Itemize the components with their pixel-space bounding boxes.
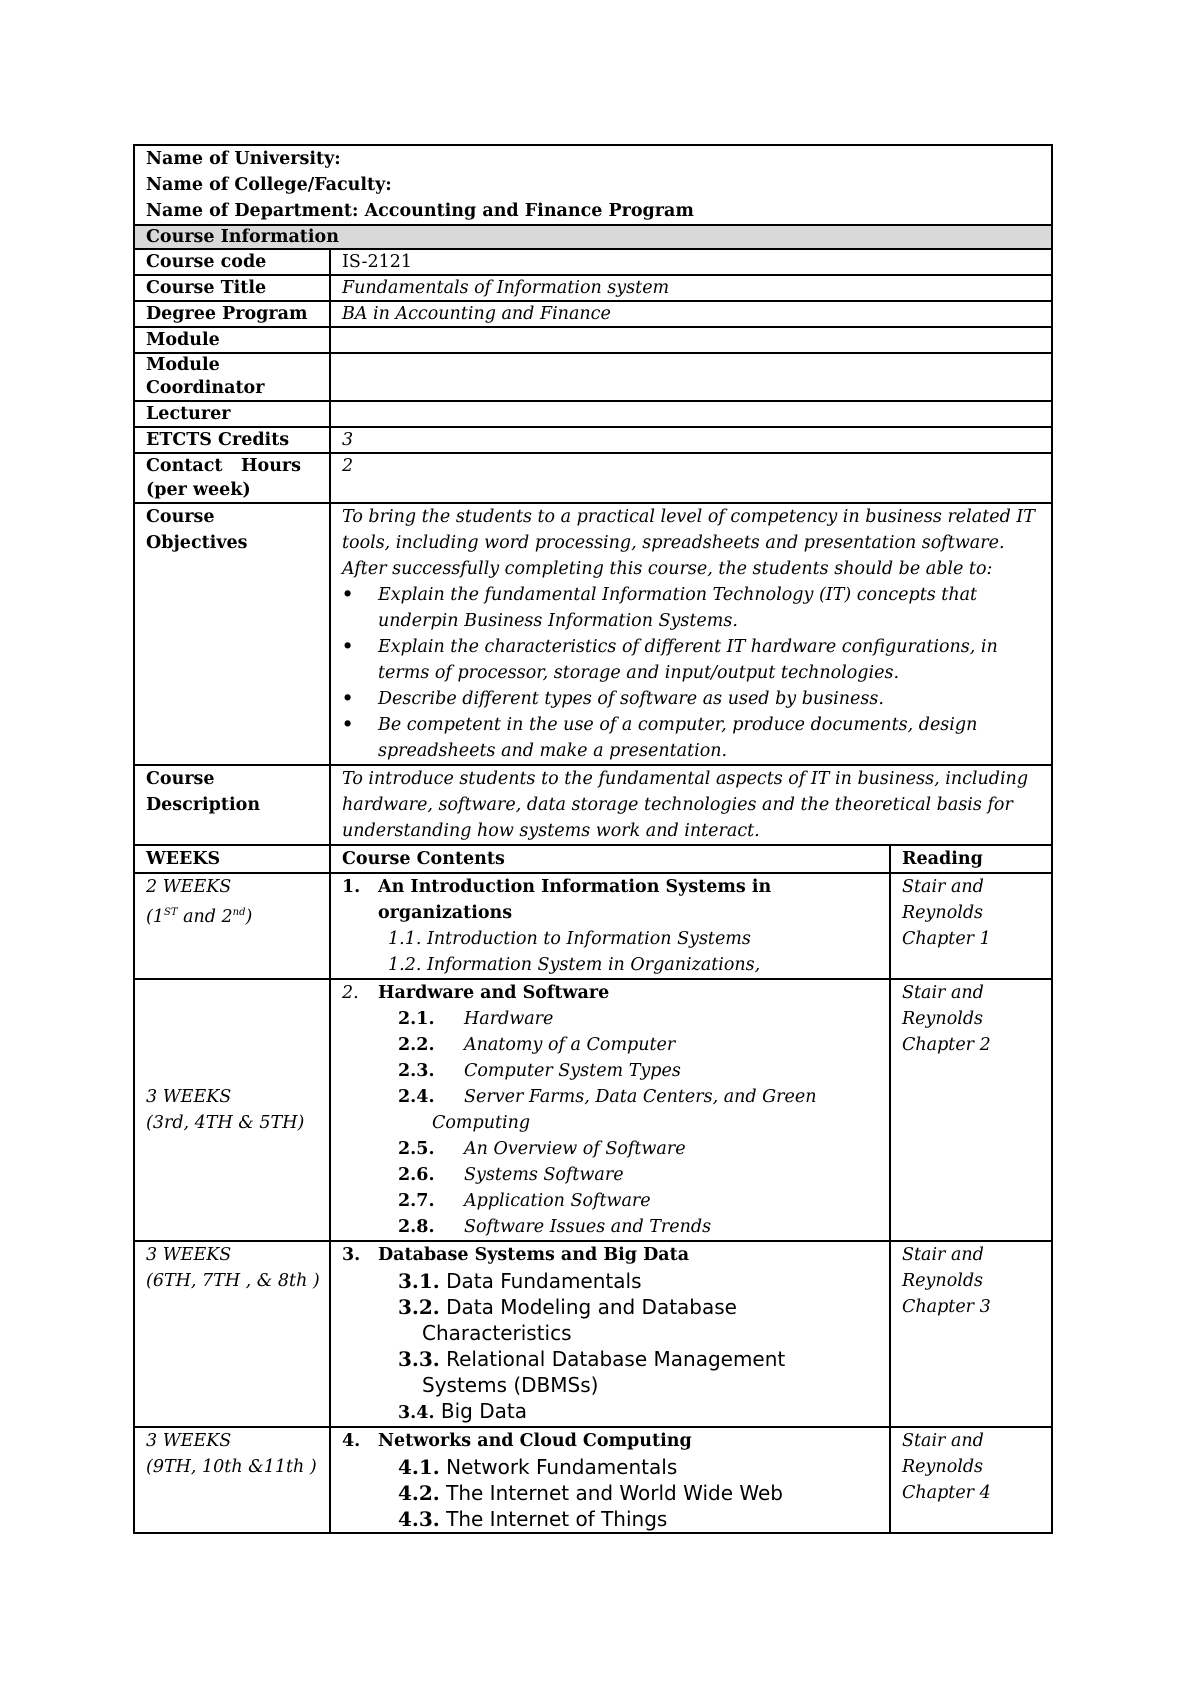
info-row [134,353,1052,401]
subtopic: 3.1. Data Fundamentals [398,1269,642,1293]
subtopic: 1.1. Introduction to Information Systems [388,929,751,949]
description-label: Course [146,769,215,789]
info-label: Course code [134,249,330,275]
weeks-count: 2 WEEKS [146,877,232,897]
contact-label-unit: (per week) [146,480,251,500]
info-label: Module [134,327,330,353]
subtopic: 4.1. Network Fundamentals [398,1455,678,1479]
info-value: IS-2121 [330,249,1052,275]
unit-weeks [134,1241,330,1427]
weeks-count: 3 WEEKS [146,1087,232,1107]
info-row [134,327,1052,353]
unit-reading: Stair and Reynolds Chapter 2 [890,979,1052,1241]
info-row [134,453,1052,503]
subtopic-continuation: Computing [432,1113,531,1133]
unit-reading: Stair and Reynolds Chapter 3 [890,1241,1052,1427]
subtopic: 4.2. The Internet and World Wide Web [398,1481,783,1505]
unit-row [134,873,1052,979]
subtopic: 2.4. Server Farms, Data Centers, and Green [398,1087,817,1107]
unit-title: 3. Database Systems and Big Data [342,1245,690,1265]
subtopic: 2.3. Computer System Types [398,1061,681,1081]
contact-label-word: Hours [240,456,301,476]
subtopic-continuation: Systems (DBMSs) [422,1373,599,1397]
weeks-count: 3 WEEKS [146,1245,232,1265]
weeks-header: WEEKS [134,845,330,873]
info-row [134,427,1052,453]
unit-weeks [134,873,330,979]
info-label: ETCTS Credits [134,427,330,453]
subtopic: 2.5. An Overview of Software [398,1139,686,1159]
unit-title: 1. An Introduction Information Systems in organizations [342,877,772,923]
objectives-label: Objectives [146,533,248,553]
subtopic: 4.3. The Internet of Things [398,1507,668,1531]
unit-weeks [134,979,330,1241]
department-name: Name of Department: Accounting and Finance Program [146,201,694,221]
objectives-intro: To bring the students to a practical level of competency in business related IT tools, including word processing, spreadsheets and presentation software. [342,507,1035,553]
info-label: Module Coordinator [134,353,330,401]
objective-item: • Explain the characteristics of different IT hardware configurations, in terms of processor, storage and input/output technologies. [342,634,1041,686]
objectives-list [342,582,1041,764]
course-info-section [134,225,1052,249]
unit-title: 2. Hardware and Software [342,983,610,1003]
info-label: Course Title [134,275,330,301]
info-value: Fundamentals of Information system [330,275,1052,301]
subtopic: 3.4. Big Data [398,1399,527,1423]
objective-item: • Explain the fundamental Information Technology (IT) concepts that underpin Business Information Systems. [342,582,1041,634]
objectives-row [134,503,1052,765]
subtopic: 2.2. Anatomy of a Computer [398,1035,676,1055]
weeks-range: (9TH, 10th &11th ) [146,1457,317,1477]
unit-reading: Stair and Reynolds Chapter 1 [890,873,1052,979]
objectives-lead: After successfully completing this course, the students should be able to: [342,559,993,579]
info-value [330,353,1052,401]
weeks-range: (1ST and 2nd) [146,906,253,927]
syllabus-table [133,144,1053,1534]
reading-header: Reading [890,845,1052,873]
info-value: 3 [330,427,1052,453]
objective-item: • Describe different types of software as used by business. [342,686,1041,712]
contents-header: Course Contents [330,845,890,873]
info-label: Degree Program [134,301,330,327]
unit-row [134,1427,1052,1533]
subtopic: 3.3. Relational Database Management [398,1347,786,1371]
description-label: Description [146,795,261,815]
subtopic: 1.2. Information System in Organizations, [388,955,761,975]
section-title: Course Information [134,225,1052,249]
unit-title: 4. Networks and Cloud Computing [342,1431,692,1451]
subtopic: 2.1. Hardware [398,1009,554,1029]
info-row [134,249,1052,275]
weeks-count: 3 WEEKS [146,1431,232,1451]
contact-label-word: Contact [146,456,223,476]
unit-row [134,979,1052,1241]
info-label-contact [134,453,330,503]
info-value: BA in Accounting and Finance [330,301,1052,327]
description-row [134,765,1052,845]
subtopic: 2.8. Software Issues and Trends [398,1217,712,1237]
subtopic-continuation: Characteristics [422,1321,572,1345]
weeks-range: (6TH, 7TH , & 8th ) [146,1271,320,1291]
info-row [134,275,1052,301]
info-row [134,301,1052,327]
unit-reading: Stair and Reynolds Chapter 4 [890,1427,1052,1533]
subtopic: 2.7. Application Software [398,1191,651,1211]
college-name: Name of College/Faculty: [146,175,392,195]
university-name: Name of University: [146,149,341,169]
info-label: Lecturer [134,401,330,427]
subtopic: 3.2. Data Modeling and Database [398,1295,737,1319]
weeks-range: (3rd, 4TH & 5TH) [146,1113,305,1133]
schedule-header-row [134,845,1052,873]
info-row [134,401,1052,427]
institution-header [134,145,1052,225]
unit-weeks [134,1427,330,1533]
objectives-label: Course [146,507,215,527]
objective-item: • Be competent in the use of a computer, produce documents, design spreadsheets and make a presentation. [342,712,1041,764]
info-value [330,327,1052,353]
description-text: To introduce students to the fundamental aspects of IT in business, including hardware, software, data storage technologies and the theoretical basis for understanding how systems work and interact. [330,765,1052,845]
info-value [330,401,1052,427]
info-value: 2 [330,453,1052,503]
unit-row [134,1241,1052,1427]
subtopic: 2.6. Systems Software [398,1165,624,1185]
